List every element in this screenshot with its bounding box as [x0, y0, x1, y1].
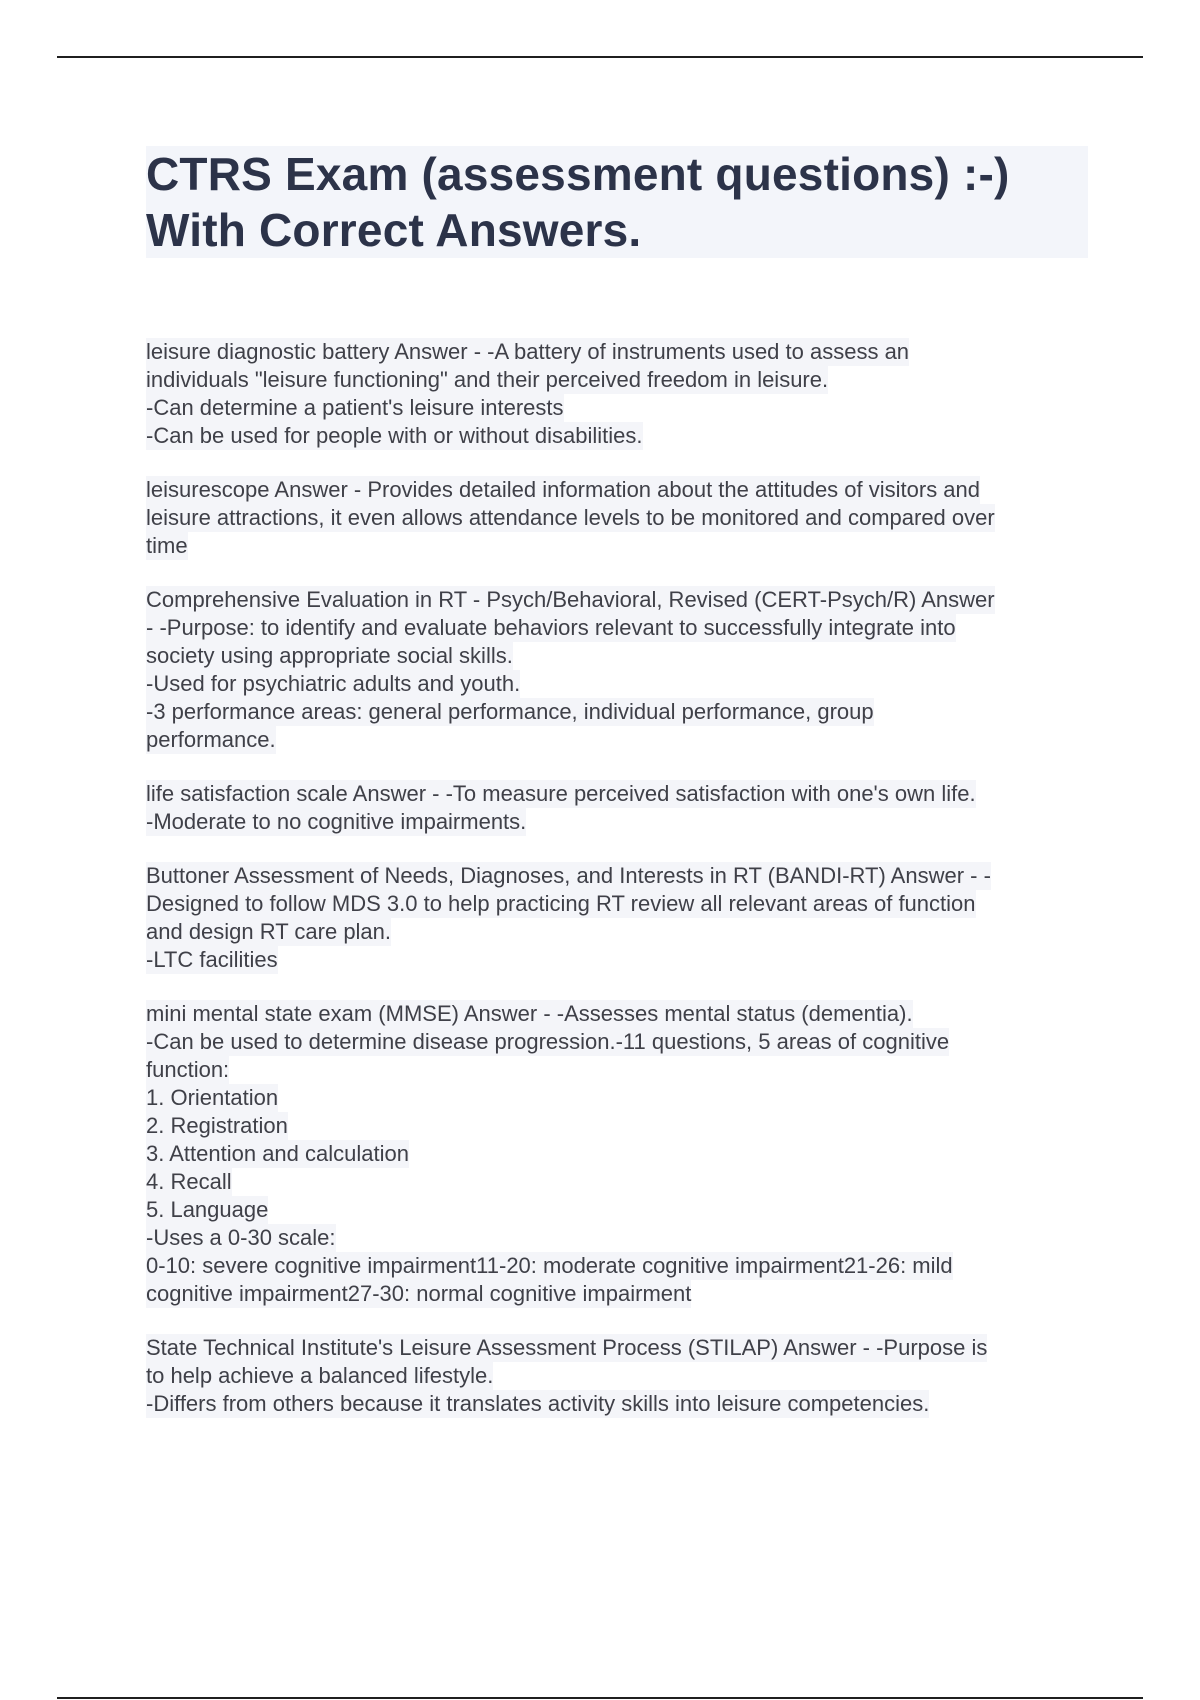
text-line: -Can be used for people with or without disabilities. [146, 423, 643, 448]
text-line: -Can be used to determine disease progression.-11 questions, 5 areas of cognitive [146, 1029, 950, 1054]
list-item: 2. Registration [146, 1113, 288, 1138]
list-item: 4. Recall [146, 1169, 232, 1194]
text-line: society using appropriate social skills. [146, 643, 513, 668]
title-line-1: CTRS Exam (assessment questions) :-) [146, 148, 1010, 200]
text-line: 0-10: severe cognitive impairment11-20: moderate cognitive impairment21-26: mild [146, 1253, 953, 1278]
qa-entry-stilap [146, 1334, 1096, 1418]
qa-entry-bandi-rt [146, 862, 1096, 974]
text-line: -Used for psychiatric adults and youth. [146, 671, 521, 696]
text-line: - -Purpose: to identify and evaluate behaviors relevant to successfully integrate into [146, 615, 956, 640]
title-line-2: With Correct Answers. [146, 204, 642, 256]
text-line: function: [146, 1057, 230, 1082]
list-item: 5. Language [146, 1197, 269, 1222]
text-line: mini mental state exam (MMSE) Answer - -Assesses mental status (dementia). [146, 1001, 913, 1026]
text-line: to help achieve a balanced lifestyle. [146, 1363, 494, 1388]
text-line: life satisfaction scale Answer - -To measure perceived satisfaction with one's own life. [146, 781, 976, 806]
qa-entry-leisurescope [146, 476, 1096, 560]
text-line: State Technical Institute's Leisure Assessment Process (STILAP) Answer - -Purpose is [146, 1335, 988, 1360]
qa-entry-leisure-diagnostic-battery [146, 338, 1096, 450]
top-rule [57, 56, 1143, 58]
text-line: leisure attractions, it even allows attendance levels to be monitored and compared over [146, 505, 995, 530]
text-line: leisure diagnostic battery Answer - -A battery of instruments used to assess an [146, 339, 910, 364]
text-line: -Differs from others because it translates activity skills into leisure competencies. [146, 1391, 930, 1416]
text-line: Designed to follow MDS 3.0 to help practicing RT review all relevant areas of function [146, 891, 976, 916]
text-line: cognitive impairment27-30: normal cognitive impairment [146, 1281, 692, 1306]
text-line: -Uses a 0-30 scale: [146, 1225, 336, 1250]
qa-entry-life-satisfaction-scale [146, 780, 1096, 836]
text-line: and design RT care plan. [146, 919, 392, 944]
text-line: -Moderate to no cognitive impairments. [146, 809, 527, 834]
document-title [146, 146, 1088, 258]
text-line: individuals "leisure functioning" and their perceived freedom in leisure. [146, 367, 829, 392]
text-line: time [146, 533, 188, 558]
text-line: performance. [146, 727, 276, 752]
text-line: -Can determine a patient's leisure interests [146, 395, 564, 420]
list-item: 1. Orientation [146, 1085, 279, 1110]
text-line: leisurescope Answer - Provides detailed information about the attitudes of visitors and [146, 477, 981, 502]
text-line: Comprehensive Evaluation in RT - Psych/Behavioral, Revised (CERT-Psych/R) Answer [146, 587, 995, 612]
list-item: 3. Attention and calculation [146, 1141, 409, 1166]
qa-list [146, 338, 1096, 1444]
qa-entry-cert-psych-r [146, 586, 1096, 754]
bottom-rule [57, 1697, 1143, 1699]
text-line: -LTC facilities [146, 947, 278, 972]
text-line: Buttoner Assessment of Needs, Diagnoses, and Interests in RT (BANDI-RT) Answer - - [146, 863, 991, 888]
text-line: -3 performance areas: general performance, individual performance, group [146, 699, 874, 724]
qa-entry-mmse [146, 1000, 1096, 1308]
